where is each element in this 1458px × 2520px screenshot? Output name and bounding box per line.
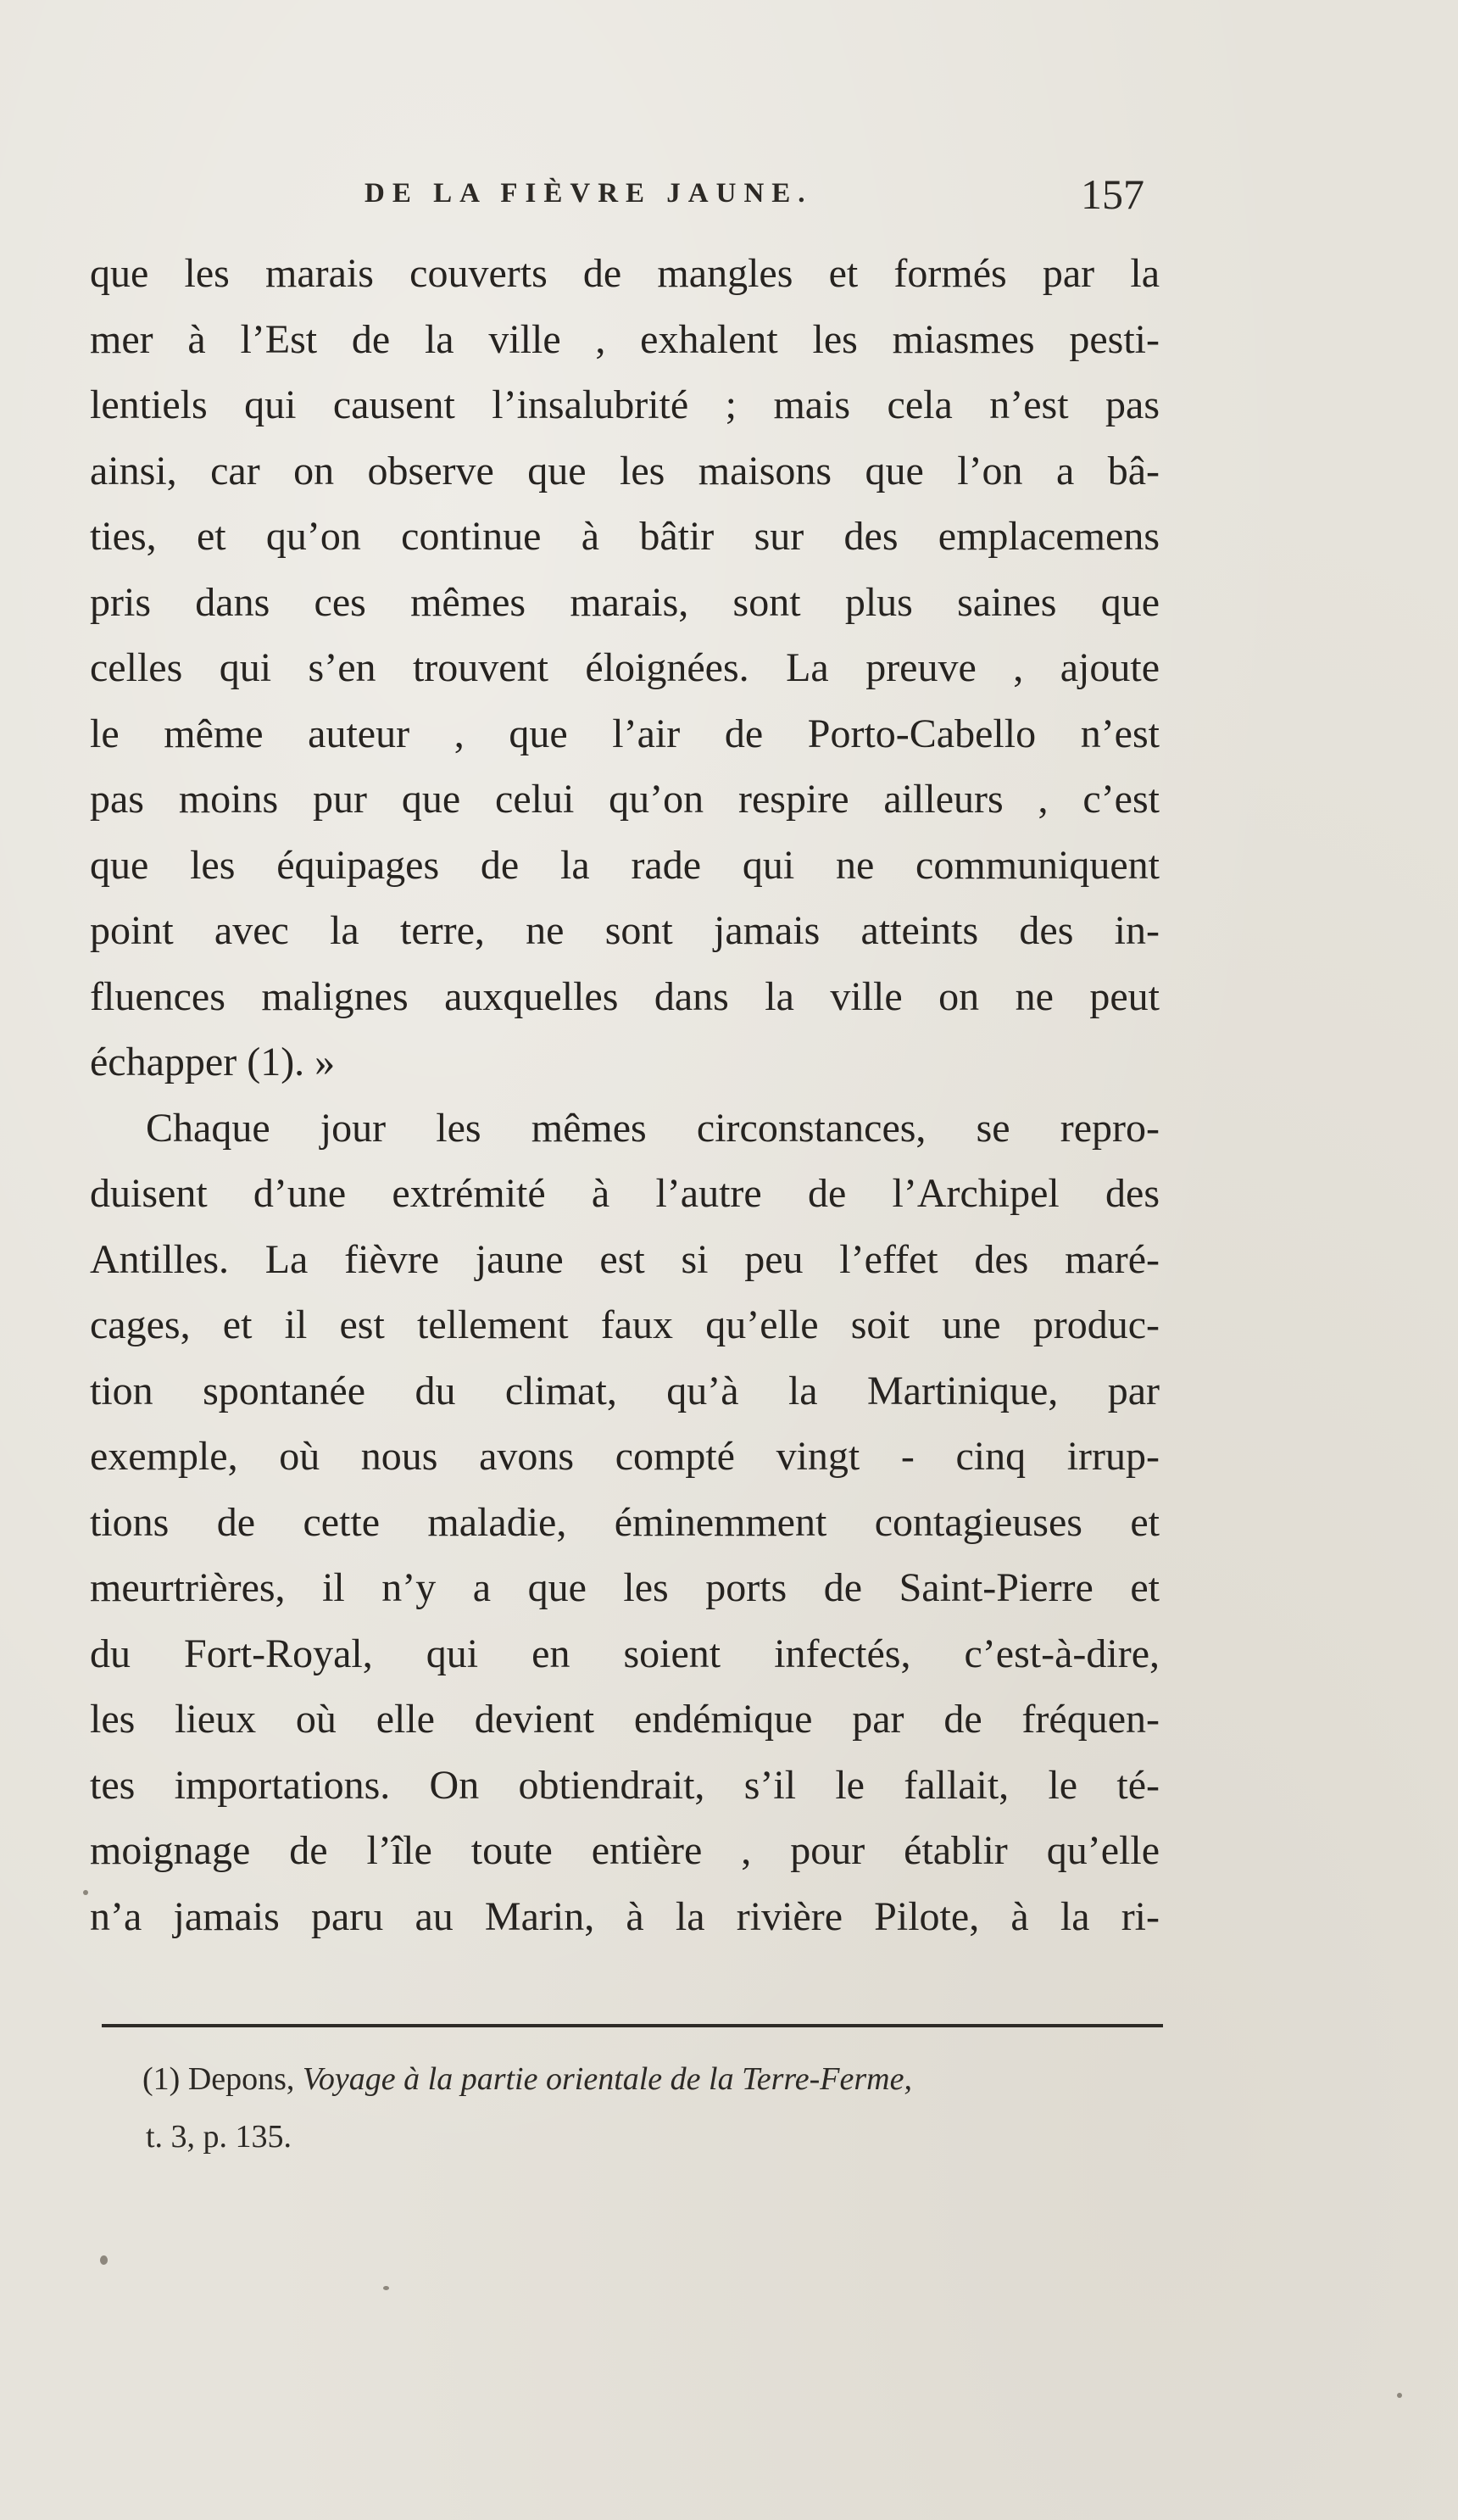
page-number: 157 [1081, 170, 1144, 218]
paragraph-end-line: échapper (1). » [90, 1040, 336, 1084]
footnote-title: Voyage à la partie orientale de la Terre-Ferme, [302, 2061, 912, 2097]
text-line: meurtrières, il n’y a que les ports de Saint-Pierre et [90, 1565, 1160, 1610]
footnote-author: Depons, [187, 2061, 295, 2097]
text-line: les lieux où elle devient endémique par de fréquen- [90, 1697, 1160, 1742]
text-line: tes importations. On obtiendrait, s’il le fallait, le té- [90, 1762, 1160, 1808]
paper-speck [83, 1890, 88, 1895]
paragraph-start-line: Chaque jour les mêmes circonstances, se repro- [146, 1105, 1160, 1151]
footnote-marker: (1) [142, 2061, 181, 2097]
paper-speck [100, 2255, 108, 2265]
text-line: exemple, où nous avons compté vingt - cinq irrup- [90, 1434, 1160, 1479]
text-line: pas moins pur que celui qu’on respire ailleurs , c’est [90, 777, 1160, 822]
body-text [90, 241, 1160, 1949]
text-line: Antilles. La fièvre jaune est si peu l’effet des maré- [90, 1236, 1160, 1282]
footnote-reference: t. 3, p. 135. [146, 2119, 292, 2155]
text-line: n’a jamais paru au Marin, à la rivière Pilote, à la ri- [90, 1893, 1160, 1939]
text-line: que les équipages de la rade qui ne communiquent [90, 842, 1160, 888]
paper-speck [383, 2286, 389, 2290]
text-line: que les marais couverts de mangles et formés par la [90, 251, 1160, 296]
text-line: ainsi, car on observe que les maisons que l’on a bâ- [90, 448, 1160, 493]
running-head [102, 170, 1144, 229]
text-line: tions de cette maladie, éminemment contagieuses et [90, 1499, 1160, 1545]
text-line: lentiels qui causent l’insalubrité ; mais cela n’est pas [90, 382, 1160, 427]
text-line: cages, et il est tellement faux qu’elle soit une produc- [90, 1302, 1160, 1347]
text-line: fluences malignes auxquelles dans la ville on ne peut [90, 973, 1160, 1019]
footnote [142, 2060, 1168, 2098]
text-line: moignage de l’île toute entière , pour établir qu’elle [90, 1828, 1160, 1873]
text-line: ties, et qu’on continue à bâtir sur des emplacemens [90, 514, 1160, 559]
footnote-rule [102, 2024, 1163, 2027]
text-line: point avec la terre, ne sont jamais atteints des in- [90, 908, 1160, 953]
text-line: tion spontanée du climat, qu’à la Martinique, par [90, 1368, 1160, 1413]
text-line: duisent d’une extrémité à l’autre de l’Archipel des [90, 1171, 1160, 1216]
text-line: pris dans ces mêmes marais, sont plus saines que [90, 579, 1160, 625]
running-title: DE LA FIÈVRE JAUNE. [364, 178, 813, 209]
text-line: le même auteur , que l’air de Porto-Cabello n’est [90, 711, 1160, 756]
text-line: mer à l’Est de la ville , exhalent les miasmes pesti- [90, 316, 1160, 362]
text-line: celles qui s’en trouvent éloignées. La preuve , ajoute [90, 645, 1160, 690]
paper-speck [1397, 2393, 1402, 2398]
text-line: du Fort-Royal, qui en soient infectés, c’est-à-dire, [90, 1631, 1160, 1676]
